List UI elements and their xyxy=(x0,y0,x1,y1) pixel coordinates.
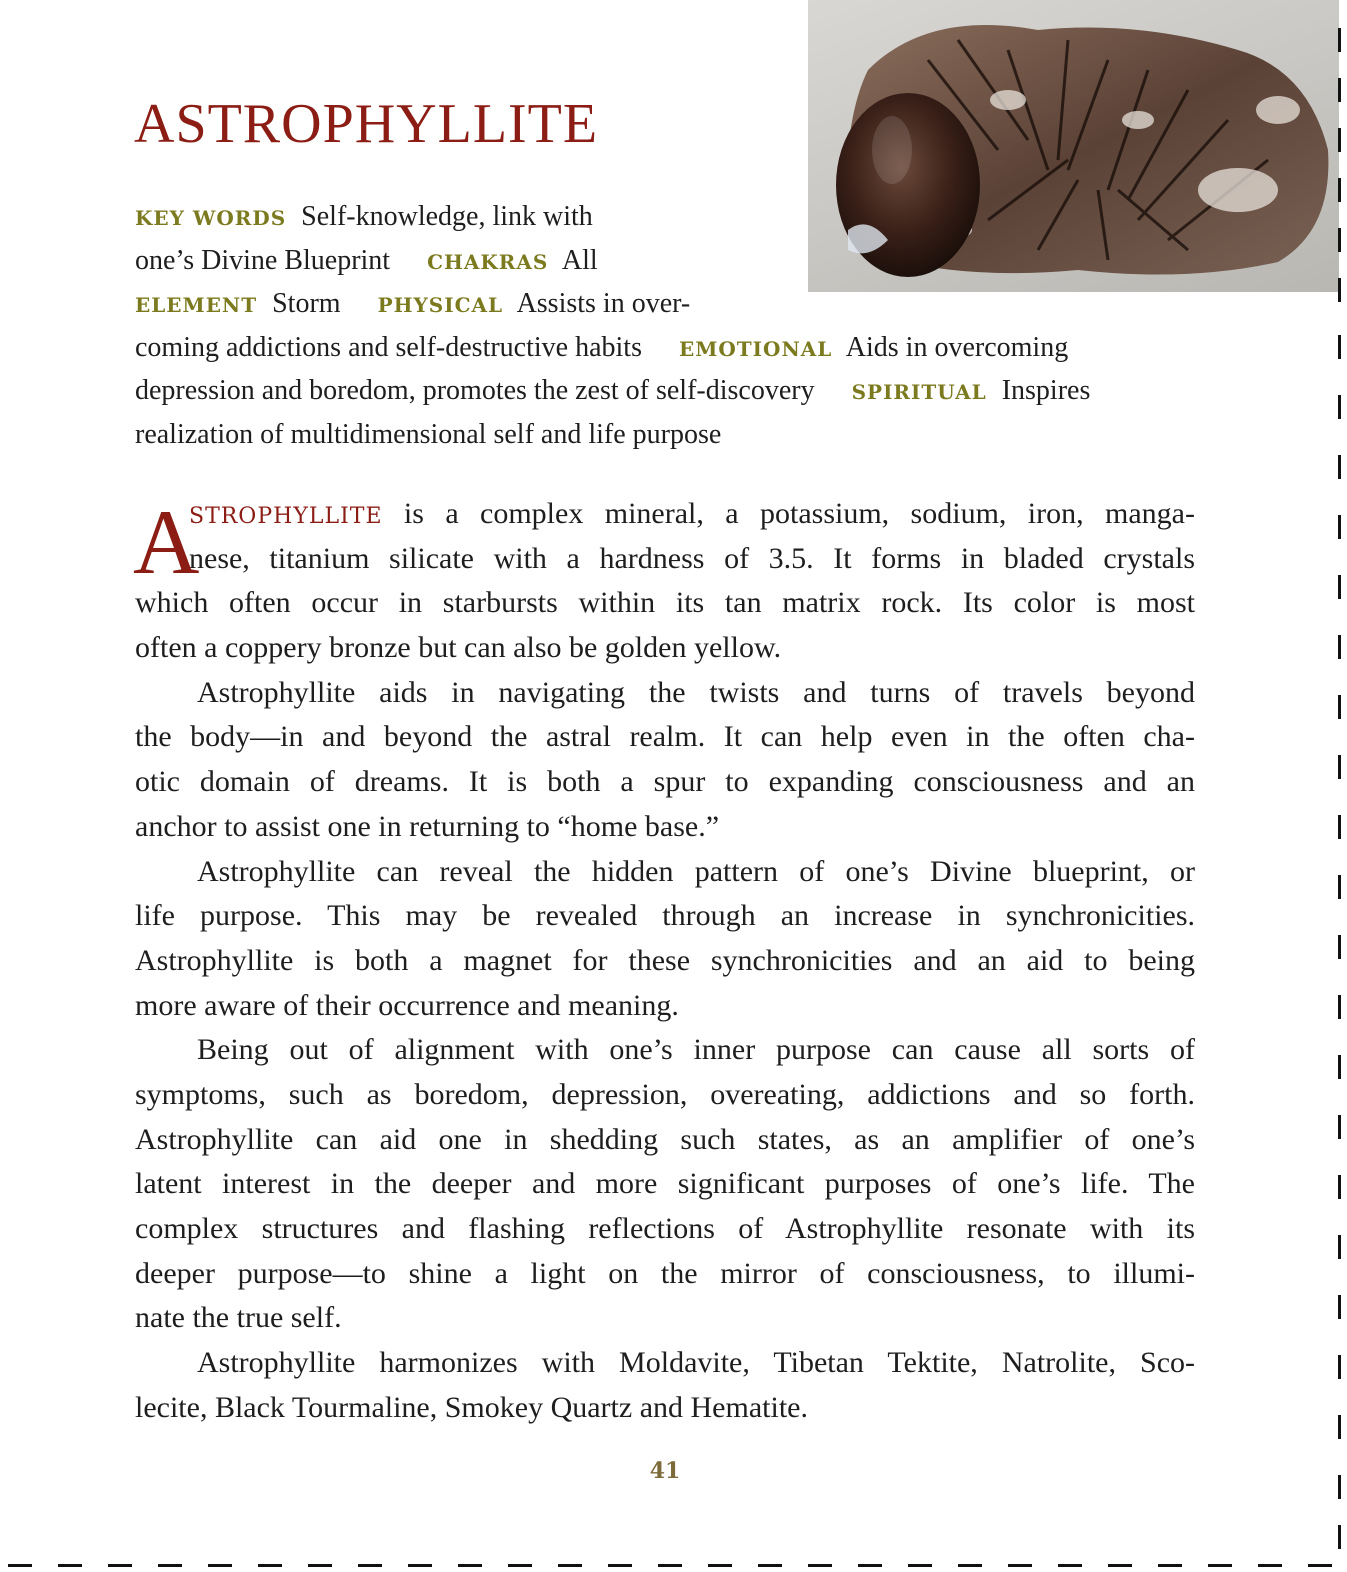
page-number: 41 xyxy=(649,1458,681,1484)
body-line: STROPHYLLITE is a complex mineral, a potassium, sodium, iron, manga- xyxy=(189,497,1195,530)
body-line: Being out of alignment with one’s inner purpose can cause all sorts of xyxy=(197,1033,1195,1067)
body-text xyxy=(135,492,1195,1430)
crop-mark xyxy=(58,1564,82,1567)
crop-mark xyxy=(1158,1564,1182,1567)
crop-mark xyxy=(1338,1475,1341,1499)
body-line: complex structures and flashing reflections of Astrophyllite resonate with its xyxy=(135,1212,1195,1245)
key-words-label: KEY WORDS xyxy=(135,206,287,230)
page-title: ASTROPHYLLITE xyxy=(134,93,599,155)
body-line: deeper purpose—to shine a light on the mirror of consciousness, to illumi- xyxy=(135,1256,1195,1290)
crop-mark xyxy=(1338,515,1341,539)
physical-value-cont: coming addictions and self-destructive habits xyxy=(135,331,642,363)
crop-mark xyxy=(158,1564,182,1567)
crop-mark xyxy=(1338,128,1341,152)
crop-mark xyxy=(108,1564,132,1567)
crop-mark xyxy=(458,1564,482,1567)
chakras-value: All xyxy=(561,244,598,276)
key-words-value-cont: one’s Divine Blueprint xyxy=(135,244,391,276)
spiritual-label: SPIRITUAL xyxy=(851,380,987,404)
physical-label: PHYSICAL xyxy=(377,293,504,317)
spiritual-value-cont: realization of multidimensional self and life purpose xyxy=(135,418,722,450)
drop-cap: A xyxy=(133,491,200,593)
body-line: lecite, Black Tourmaline, Smokey Quartz and Hematite. xyxy=(135,1390,808,1424)
properties-line xyxy=(135,196,1197,240)
body-line: Astrophyllite is both a magnet for these synchronicities and an aid to being xyxy=(135,943,1195,977)
element-value: Storm xyxy=(272,288,341,319)
crop-mark xyxy=(1308,1564,1332,1567)
properties-line xyxy=(135,370,1197,414)
crop-mark xyxy=(1338,78,1341,102)
crop-mark xyxy=(1338,228,1341,252)
body-line: nese, titanium silicate with a hardness of 3.5. It forms in bladed crystals xyxy=(189,541,1195,575)
crop-mark xyxy=(358,1564,382,1567)
crop-mark xyxy=(408,1564,432,1567)
crop-mark xyxy=(708,1564,732,1567)
crop-mark xyxy=(1058,1564,1082,1567)
crop-mark xyxy=(1208,1564,1232,1567)
body-line: anchor to assist one in returning to “home base.” xyxy=(135,809,720,843)
crop-mark xyxy=(958,1564,982,1567)
physical-value: Assists in over- xyxy=(516,288,691,319)
crop-mark xyxy=(308,1564,332,1567)
crop-mark xyxy=(1338,815,1341,839)
crop-mark xyxy=(1338,1175,1341,1199)
body-line: latent interest in the deeper and more significant purposes of one’s life. The xyxy=(135,1167,1195,1201)
crop-mark xyxy=(1338,575,1341,599)
body-line: nate the true self. xyxy=(135,1301,342,1335)
crop-mark xyxy=(908,1564,932,1567)
crop-mark xyxy=(1338,635,1341,659)
crop-mark xyxy=(1338,178,1341,202)
crop-mark xyxy=(1338,935,1341,959)
crop-mark xyxy=(1338,395,1341,419)
properties-line xyxy=(135,240,1197,284)
properties-block xyxy=(135,196,1197,455)
body-line: often a coppery bronze but can also be golden yellow. xyxy=(135,631,782,665)
body-line: otic domain of dreams. It is both a spur to expanding consciousness and an xyxy=(135,765,1195,799)
crop-mark xyxy=(1338,995,1341,1019)
crop-mark xyxy=(1338,278,1341,302)
key-words-value: Self-knowledge, link with xyxy=(301,201,593,232)
crop-mark xyxy=(608,1564,632,1567)
properties-line xyxy=(135,414,1197,456)
crop-mark xyxy=(658,1564,682,1567)
emotional-label: EMOTIONAL xyxy=(678,336,833,361)
body-line: Astrophyllite aids in navigating the twists and turns of travels beyond xyxy=(197,675,1195,709)
chakras-label: CHAKRAS xyxy=(427,249,549,274)
crop-mark xyxy=(1338,875,1341,899)
crop-mark xyxy=(1008,1564,1032,1567)
body-line: Astrophyllite harmonizes with Moldavite, Tibetan Tektite, Natrolite, Sco- xyxy=(197,1346,1195,1380)
crop-mark xyxy=(1338,695,1341,719)
crop-mark xyxy=(1258,1564,1282,1567)
crop-mark xyxy=(258,1564,282,1567)
body-line: Astrophyllite can aid one in shedding such states, as an amplifier of one’s xyxy=(135,1122,1195,1156)
crop-mark xyxy=(1338,1415,1341,1439)
crop-mark xyxy=(808,1564,832,1567)
crop-mark xyxy=(758,1564,782,1567)
body-line: which often occur in starbursts within its tan matrix rock. Its color is most xyxy=(135,586,1195,620)
body-line: life purpose. This may be revealed through an increase in synchronicities. xyxy=(135,899,1195,933)
crop-mark xyxy=(508,1564,532,1567)
lead-smallcaps: STROPHYLLITE xyxy=(189,504,383,529)
properties-line xyxy=(135,327,1197,371)
body-line: the body—in and beyond the astral realm. It can help even in the often cha- xyxy=(135,720,1195,754)
crop-mark xyxy=(1338,1525,1341,1549)
crop-mark xyxy=(558,1564,582,1567)
crop-mark xyxy=(1338,335,1341,359)
properties-line xyxy=(135,283,1197,327)
body-line: Astrophyllite can reveal the hidden pattern of one’s Divine blueprint, or xyxy=(197,854,1195,888)
crop-mark xyxy=(8,1564,32,1567)
crop-mark xyxy=(1338,1355,1341,1379)
spiritual-value: Inspires xyxy=(1001,375,1091,406)
element-label: ELEMENT xyxy=(135,293,258,317)
crop-mark xyxy=(1338,455,1341,479)
crop-mark xyxy=(1108,1564,1132,1567)
crop-mark xyxy=(1338,1235,1341,1259)
body-line: more aware of their occurrence and meaning. xyxy=(135,988,679,1022)
crop-mark xyxy=(858,1564,882,1567)
crop-mark xyxy=(1338,1055,1341,1079)
crop-mark xyxy=(1338,1115,1341,1139)
crop-mark xyxy=(1338,755,1341,779)
crop-mark xyxy=(1338,1295,1341,1319)
emotional-value: Aids in overcoming xyxy=(845,331,1069,363)
crop-mark xyxy=(208,1564,232,1567)
body-line: symptoms, such as boredom, depression, overeating, addictions and so forth. xyxy=(135,1077,1195,1111)
emotional-value-cont: depression and boredom, promotes the zest of self-discovery xyxy=(135,375,815,406)
crop-mark xyxy=(1338,28,1341,52)
